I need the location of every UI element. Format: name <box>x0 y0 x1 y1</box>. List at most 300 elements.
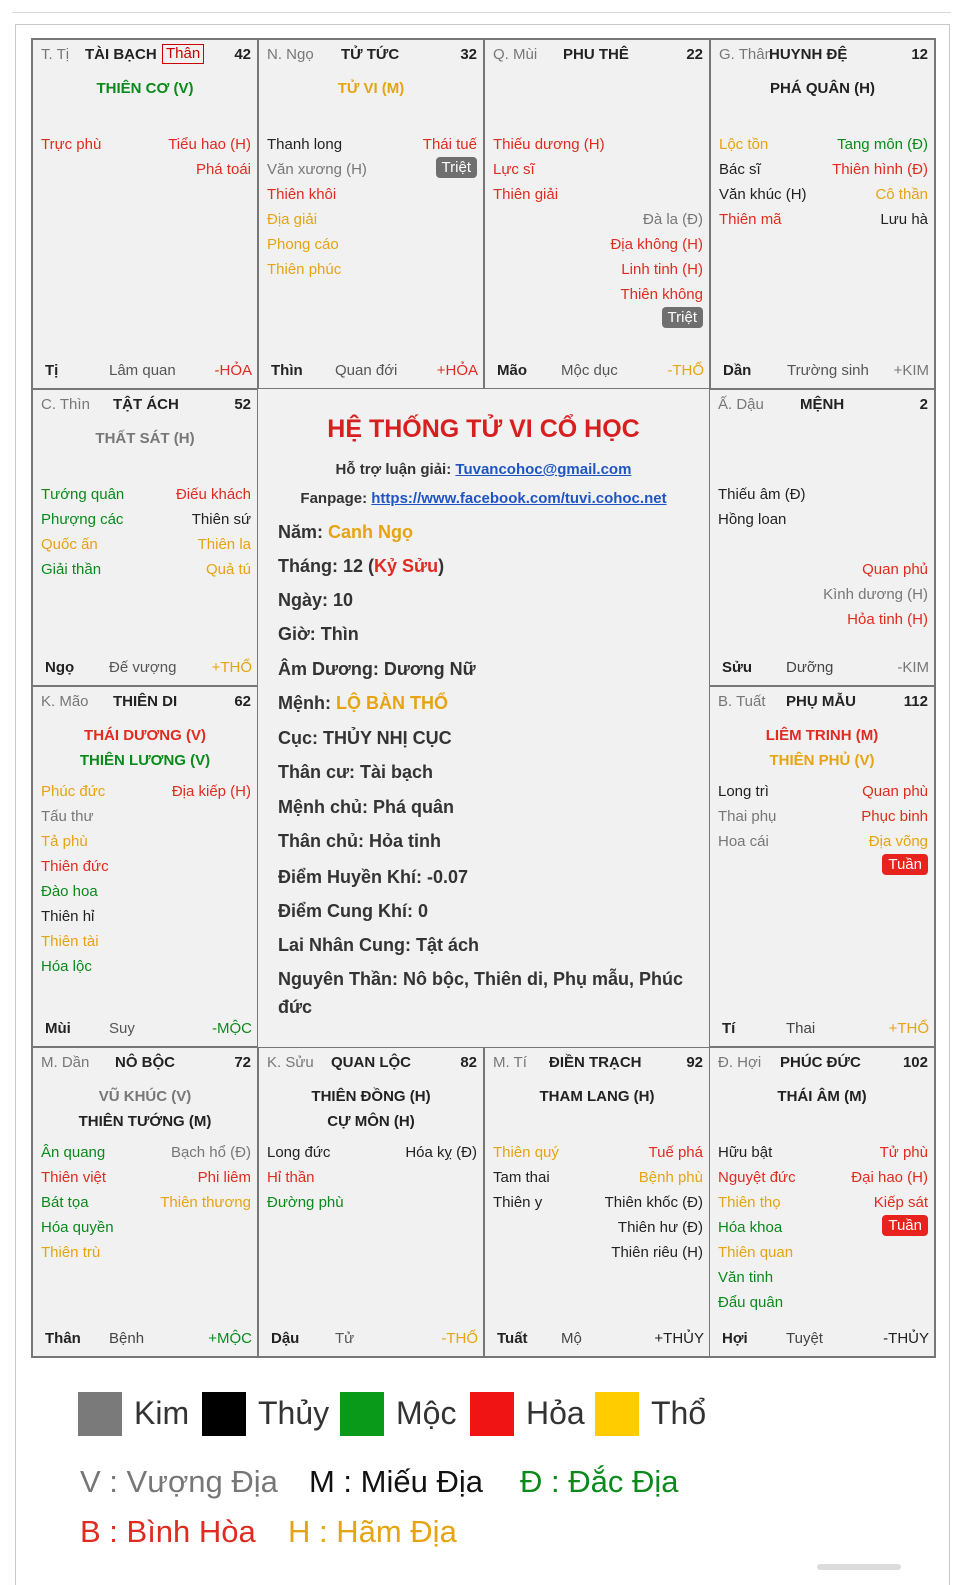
palace-footer <box>33 1330 257 1350</box>
star-row <box>711 157 934 182</box>
star-row <box>259 132 483 157</box>
earthly-branch: Thân <box>45 1330 81 1347</box>
star-left: Hoa cái <box>718 833 769 850</box>
palace-age: 72 <box>234 1054 251 1071</box>
star-row <box>710 829 934 854</box>
star-row <box>33 157 257 182</box>
minor-stars <box>259 132 483 282</box>
main-star: PHÁ QUÂN (H) <box>770 80 875 97</box>
star-row <box>33 1240 257 1265</box>
star-right: Quan phủ <box>862 561 928 578</box>
menh-label: Mệnh: <box>278 693 336 713</box>
palace-header <box>710 1054 934 1074</box>
star-left: Hữu bật <box>718 1144 773 1161</box>
star-right: Lưu hà <box>880 211 928 228</box>
earthly-branch: Hợi <box>722 1330 748 1347</box>
star-row <box>711 132 934 157</box>
palace-footer <box>485 362 709 382</box>
star-right: Đà la (Đ) <box>642 211 703 228</box>
legend-swatch-thuy <box>202 1392 246 1436</box>
star-left: Địa giải <box>267 211 318 228</box>
star-right: Hóa kỵ (Đ) <box>405 1144 477 1161</box>
palace-age: 82 <box>460 1054 477 1071</box>
star-row <box>33 1190 257 1215</box>
palace-header <box>485 46 709 66</box>
palace-stem-branch: B. Tuất <box>718 693 766 710</box>
top-divider <box>12 12 951 13</box>
star-left: Thiên phúc <box>267 261 342 278</box>
menh-value: LỘ BÀN THỔ <box>336 693 448 713</box>
star-left: Phúc đức <box>41 783 106 800</box>
palace-name: PHÚC ĐỨC <box>780 1054 861 1071</box>
palace-thin[interactable] <box>258 39 484 389</box>
star-row <box>33 1215 257 1240</box>
star-row <box>33 482 257 507</box>
palace-footer <box>711 362 934 382</box>
cycle-badge: Tuần <box>882 854 928 875</box>
cuc-line: Cục: THỦY NHỊ CỤC <box>278 728 452 748</box>
palace-age: 102 <box>902 1054 928 1071</box>
star-right: Phục binh <box>861 808 928 825</box>
legend-label-kim: Kim <box>134 1395 190 1431</box>
legend-label-hoa: Hỏa <box>526 1395 585 1431</box>
legend-ham-dia: H : Hãm Địa <box>288 1514 457 1549</box>
star-left: Thai phụ <box>718 808 777 825</box>
star-row <box>259 232 483 257</box>
earthly-branch: Tuất <box>497 1330 528 1347</box>
palace-ti[interactable] <box>32 39 258 389</box>
star-left: Nguyệt đức <box>718 1169 796 1186</box>
am-duong-line: Âm Dương: Dương Nữ <box>278 659 476 679</box>
palace-header <box>710 396 934 416</box>
main-stars <box>33 723 257 773</box>
palace-element: -HỎA <box>214 362 252 379</box>
life-stage: Tử <box>335 1330 355 1347</box>
palace-stem-branch: C. Thìn <box>41 396 90 413</box>
star-left: Long đức <box>267 1144 331 1161</box>
star-left: Thiên thọ <box>718 1194 781 1211</box>
menh-chu-line: Mệnh chủ: Phá quân <box>278 797 455 817</box>
star-left: Hỉ thần <box>267 1169 315 1186</box>
star-right: Quan phù <box>862 783 928 800</box>
life-stage: Đế vượng <box>109 659 177 676</box>
life-stage: Lâm quan <box>109 362 176 379</box>
star-row <box>710 607 934 632</box>
palace-element: -MỘC <box>212 1020 252 1037</box>
palace-name: TÀI BẠCH <box>85 46 157 63</box>
earthly-branch: Ngọ <box>45 659 75 676</box>
main-star: THẤT SÁT (H) <box>95 430 195 447</box>
support-label: Hỗ trợ luận giải: <box>335 461 456 478</box>
star-right: Bạch hổ (Đ) <box>170 1144 251 1161</box>
star-row <box>710 1215 934 1240</box>
palace-age: 32 <box>460 46 477 63</box>
main-stars <box>259 76 483 101</box>
nguyen-than-line-2: đức <box>278 997 313 1017</box>
palace-ty[interactable] <box>709 686 935 1047</box>
palace-stem-branch: K. Mão <box>41 693 89 710</box>
palace-dau[interactable] <box>258 1047 484 1357</box>
star-row <box>710 507 934 532</box>
than-chu-line: Thân chủ: Hỏa tinh <box>278 831 441 851</box>
palace-header <box>710 693 934 713</box>
palace-mao[interactable] <box>484 39 710 389</box>
star-right: Đại hao (H) <box>851 1169 928 1186</box>
palace-header <box>33 1054 257 1074</box>
legend-label-thuy: Thủy <box>258 1395 330 1431</box>
palace-element: -THỦY <box>883 1330 929 1347</box>
main-stars <box>33 1084 257 1134</box>
than-marker: Thân <box>162 44 204 64</box>
star-row <box>33 879 257 904</box>
palace-footer <box>259 362 483 382</box>
minor-stars <box>710 779 934 879</box>
star-right: Hỏa tinh (H) <box>847 611 928 628</box>
star-right: Tử phù <box>879 1144 928 1161</box>
fanpage-line <box>258 490 709 507</box>
cung-khi-line: Điểm Cung Khí: 0 <box>278 901 429 921</box>
star-row <box>485 157 709 182</box>
star-right: Thiên hình (Đ) <box>832 161 928 178</box>
star-right: Thiên khốc (Đ) <box>604 1194 703 1211</box>
star-left: Thiên đức <box>41 858 109 875</box>
palace-stem-branch: Q. Mùi <box>493 46 538 63</box>
main-stars <box>259 1084 483 1134</box>
star-left: Văn tinh <box>718 1269 774 1286</box>
palace-age: 52 <box>234 396 251 413</box>
palace-header <box>259 46 483 66</box>
palace-element: +MỘC <box>208 1330 252 1347</box>
legend-label-tho: Thổ <box>651 1395 707 1431</box>
palace-name: TẬT ÁCH <box>113 396 179 413</box>
life-stage: Suy <box>109 1020 135 1037</box>
star-right: Điếu khách <box>175 486 251 503</box>
star-row <box>485 207 709 232</box>
page-scrollbar[interactable] <box>817 1564 901 1570</box>
palace-suu[interactable] <box>709 389 935 686</box>
palace-name: PHU THÊ <box>563 46 629 63</box>
palace-stem-branch: K. Sửu <box>267 1054 314 1071</box>
legend-mieu-dia: M : Miếu Địa <box>309 1464 483 1499</box>
star-right: Địa kiếp (H) <box>171 783 251 800</box>
cycle-badge: Tuần <box>882 1215 928 1236</box>
palace-name: TỬ TỨC <box>341 46 400 63</box>
palace-than[interactable] <box>32 1047 258 1357</box>
minor-stars <box>259 1140 483 1215</box>
star-row <box>33 1140 257 1165</box>
star-right: Cô thần <box>875 186 928 203</box>
star-left: Văn khúc (H) <box>719 186 807 203</box>
star-right: Quả tú <box>205 561 251 578</box>
legend-swatch-kim <box>78 1392 122 1436</box>
palace-footer <box>485 1330 709 1350</box>
palace-name: QUAN LỘC <box>331 1054 411 1071</box>
life-stage: Bệnh <box>109 1330 145 1347</box>
palace-name: THIÊN DI <box>113 693 178 710</box>
star-row <box>485 1165 709 1190</box>
palace-footer <box>33 659 257 679</box>
star-right: Tuế phá <box>648 1144 703 1161</box>
star-row <box>710 854 934 879</box>
horoscope-chart <box>31 38 936 1358</box>
star-right: Thiên không <box>620 286 703 303</box>
star-row <box>33 854 257 879</box>
minor-stars <box>710 482 934 632</box>
star-left: Thiên mã <box>719 211 782 228</box>
star-left: Tấu thư <box>41 808 94 825</box>
star-row <box>711 207 934 232</box>
star-left: Thanh long <box>267 136 343 153</box>
life-stage: Tuyệt <box>786 1330 823 1347</box>
palace-hoi[interactable] <box>709 1047 935 1357</box>
minor-stars <box>33 132 257 182</box>
star-left: Tả phù <box>41 833 88 850</box>
star-row <box>485 182 709 207</box>
legend-swatch-hoa <box>470 1392 514 1436</box>
minor-stars <box>710 1140 934 1315</box>
palace-footer <box>710 659 934 679</box>
star-row <box>710 1265 934 1290</box>
main-stars <box>485 1084 709 1109</box>
palace-name: PHỤ MẪU <box>786 693 856 710</box>
palace-stem-branch: N. Ngọ <box>267 46 314 63</box>
star-left: Thiên tài <box>41 933 99 950</box>
minor-stars <box>485 1140 709 1265</box>
month-value: Kỷ Sửu <box>374 556 439 576</box>
palace-header <box>711 46 934 66</box>
main-star: VŨ KHÚC (V) <box>98 1088 192 1105</box>
star-left: Hóa lộc <box>41 958 92 975</box>
star-left: Đẩu quân <box>718 1294 784 1311</box>
palace-name: MỆNH <box>800 396 845 413</box>
palace-header <box>33 46 257 66</box>
star-right: Địa võng <box>868 833 928 850</box>
month-close: ) <box>438 556 445 576</box>
legend-binh-hoa: B : Bình Hòa <box>80 1514 256 1549</box>
earthly-branch: Mão <box>497 362 527 379</box>
legend-vuong-dia: V : Vượng Địa <box>80 1464 278 1499</box>
palace-element: +HỎA <box>436 362 478 379</box>
minor-stars <box>33 1140 257 1265</box>
palace-name: ĐIỀN TRẠCH <box>549 1054 642 1071</box>
star-row <box>33 904 257 929</box>
life-stage: Trường sinh <box>787 362 869 379</box>
star-left: Long trì <box>718 783 769 800</box>
star-left: Thiên hỉ <box>41 908 95 925</box>
star-left: Tam thai <box>493 1169 550 1186</box>
star-row <box>33 804 257 829</box>
star-row <box>710 482 934 507</box>
palace-footer <box>33 1020 257 1040</box>
star-right: Tang môn (Đ) <box>837 136 928 153</box>
year-label: Năm: <box>278 522 329 542</box>
minor-stars <box>33 482 257 582</box>
palace-header <box>33 396 257 416</box>
star-row <box>259 1140 483 1165</box>
star-left: Hồng loan <box>718 511 787 528</box>
star-row <box>710 532 934 557</box>
lai-nhan-line: Lai Nhân Cung: Tật ách <box>278 935 480 955</box>
star-left: Thiên việt <box>41 1169 107 1186</box>
star-left: Thiên y <box>493 1194 543 1211</box>
legend-swatch-tho <box>595 1392 639 1436</box>
main-star: THÁI ÂM (M) <box>777 1088 867 1105</box>
main-star: THIÊN ĐỒNG (H) <box>311 1088 431 1105</box>
star-row <box>710 557 934 582</box>
star-row <box>485 132 709 157</box>
palace-age: 12 <box>911 46 928 63</box>
palace-dan[interactable] <box>710 39 935 389</box>
palace-stem-branch: T. Tị <box>41 46 70 63</box>
star-row <box>485 282 709 307</box>
legend-swatch-moc <box>340 1392 384 1436</box>
palace-age: 22 <box>686 46 703 63</box>
center-title: HỆ THỐNG TỬ VI CỔ HỌC <box>327 415 640 443</box>
star-row <box>711 182 934 207</box>
star-row <box>710 1290 934 1315</box>
palace-stem-branch: Đ. Hợi <box>718 1054 762 1071</box>
palace-element: -THỔ <box>667 362 704 379</box>
month-line <box>278 556 444 577</box>
palace-header <box>33 693 257 713</box>
star-row <box>33 532 257 557</box>
star-row <box>485 1190 709 1215</box>
main-stars <box>710 723 934 773</box>
star-left: Bát tọa <box>41 1194 89 1211</box>
star-left: Thiếu âm (Đ) <box>718 486 806 503</box>
star-left: Đào hoa <box>41 883 98 900</box>
than-cu-line: Thân cư: Tài bạch <box>278 762 434 782</box>
palace-tuat[interactable] <box>484 1047 710 1357</box>
cycle-badge: Triệt <box>662 307 703 328</box>
palace-header <box>485 1054 709 1074</box>
huyen-khi-line: Điểm Huyền Khí: -0.07 <box>278 867 469 887</box>
star-row <box>485 257 709 282</box>
star-row <box>259 1190 483 1215</box>
star-right: Linh tinh (H) <box>621 261 703 278</box>
life-stage: Quan đới <box>335 362 398 379</box>
star-left: Giải thần <box>41 561 102 578</box>
star-left: Thiên quý <box>493 1144 559 1161</box>
star-row <box>710 1240 934 1265</box>
star-right: Thiên thương <box>160 1194 251 1211</box>
star-left: Ân quang <box>41 1144 106 1161</box>
star-right: Địa không (H) <box>610 236 703 253</box>
star-left: Văn xương (H) <box>267 161 367 178</box>
cycle-badge: Triệt <box>436 157 477 178</box>
star-row <box>33 779 257 804</box>
palace-mui[interactable] <box>32 686 258 1047</box>
star-left: Thiên quan <box>718 1244 794 1261</box>
palace-element: +KIM <box>893 362 929 379</box>
star-left: Lộc tồn <box>719 136 769 153</box>
star-left: Hóa quyền <box>41 1219 114 1236</box>
minor-stars <box>485 132 709 332</box>
fanpage-link[interactable]: https://www.facebook.com/tuvi.cohoc.net <box>371 490 667 507</box>
star-row <box>33 507 257 532</box>
star-row <box>259 157 483 182</box>
star-left: Thiếu dương (H) <box>493 136 605 153</box>
center-info-panel <box>258 389 709 1047</box>
palace-element: +THỔ <box>888 1020 929 1037</box>
palace-ngo[interactable] <box>32 389 258 686</box>
main-star: THIÊN LƯƠNG (V) <box>79 752 211 769</box>
main-stars <box>711 76 934 101</box>
earthly-branch: Sửu <box>722 659 753 676</box>
star-right: Phá toái <box>195 161 251 178</box>
star-row <box>710 804 934 829</box>
star-left: Tướng quân <box>41 486 125 503</box>
main-stars <box>33 426 257 451</box>
nguyen-than-line: Nguyên Thần: Nô bộc, Thiên di, Phụ mẫu, Phúc <box>278 969 684 989</box>
day-line: Ngày: 10 <box>278 590 354 610</box>
star-left: Lực sĩ <box>493 161 535 178</box>
star-row <box>33 132 257 157</box>
menh-line <box>278 693 448 714</box>
earthly-branch: Thìn <box>271 362 303 379</box>
star-row <box>485 1140 709 1165</box>
star-right: Kiếp sát <box>873 1194 928 1211</box>
palace-stem-branch: G. Thân <box>719 46 773 63</box>
year-line <box>278 522 413 543</box>
star-right: Thiên sứ <box>191 511 251 528</box>
star-right: Bệnh phù <box>638 1169 703 1186</box>
month-label: Tháng: 12 ( <box>278 556 375 576</box>
star-row <box>33 829 257 854</box>
palace-age: 2 <box>919 396 928 413</box>
star-row <box>710 779 934 804</box>
palace-footer <box>33 362 257 382</box>
star-row <box>259 207 483 232</box>
life-stage: Mộc dục <box>561 362 618 379</box>
star-row <box>485 307 709 332</box>
palace-name: HUYNH ĐỆ <box>769 46 848 63</box>
palace-age: 42 <box>234 46 251 63</box>
star-left: Phượng các <box>41 511 124 528</box>
star-left: Thiên giải <box>493 186 559 203</box>
main-star: THIÊN TƯỚNG (M) <box>78 1113 212 1130</box>
main-stars <box>710 1084 934 1109</box>
star-right: Phi liêm <box>197 1169 251 1186</box>
fanpage-label: Fanpage: <box>300 490 372 507</box>
palace-element: +THỦY <box>654 1330 704 1347</box>
palace-name: NÔ BỘC <box>115 1054 175 1071</box>
main-star: LIÊM TRINH (M) <box>765 727 879 744</box>
palace-footer <box>710 1020 934 1040</box>
star-row <box>710 582 934 607</box>
palace-age: 112 <box>903 693 928 710</box>
palace-header <box>259 1054 483 1074</box>
main-star: THIÊN CƠ (V) <box>96 80 194 97</box>
life-stage: Mộ <box>561 1330 582 1347</box>
support-email-link[interactable]: Tuvancohoc@gmail.com <box>455 461 632 478</box>
palace-age: 62 <box>234 693 251 710</box>
star-left: Trực phù <box>41 136 102 153</box>
earthly-branch: Tí <box>722 1020 736 1037</box>
star-left: Đường phù <box>267 1194 344 1211</box>
palace-stem-branch: M. Tí <box>493 1054 527 1071</box>
star-row <box>259 1165 483 1190</box>
life-stage: Thai <box>786 1020 816 1037</box>
star-left: Thiên trù <box>41 1244 101 1261</box>
star-left: Phong cáo <box>267 236 339 253</box>
earthly-branch: Dậu <box>271 1330 300 1347</box>
palace-age: 92 <box>686 1054 703 1071</box>
star-row <box>710 1165 934 1190</box>
legend-dac-dia: Đ : Đắc Địa <box>520 1464 679 1499</box>
minor-stars <box>711 132 934 232</box>
star-row <box>485 232 709 257</box>
